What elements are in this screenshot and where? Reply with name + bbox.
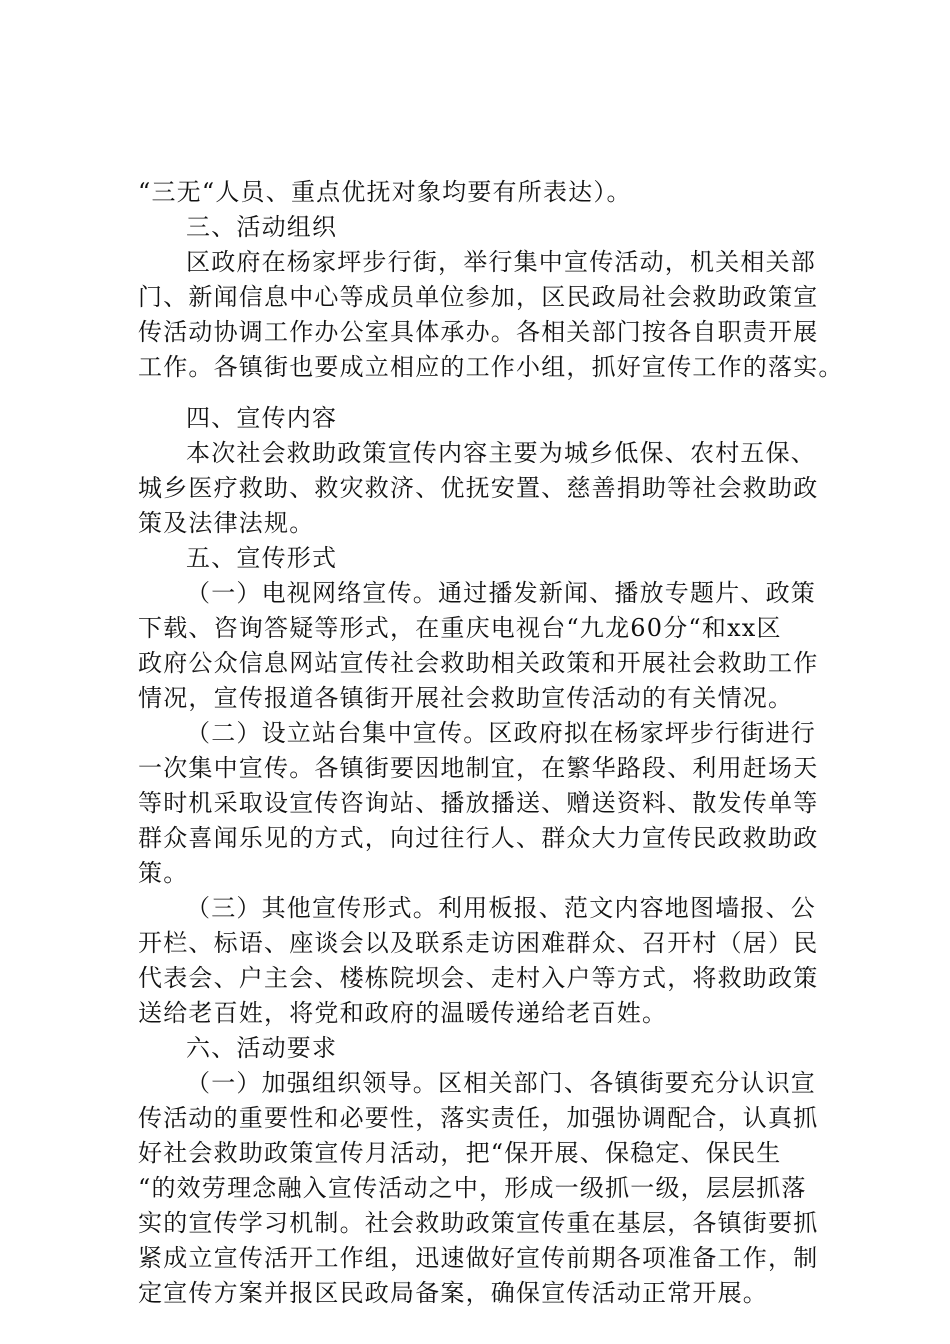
text-line: “的效劳理念融入宣传活动之中，形成一级抓一级，层层抓落 bbox=[138, 1174, 807, 1202]
text-line: 下载、咨询答疑等形式，在重庆电视台“九龙60分“和xx区 bbox=[138, 614, 782, 642]
text-line: 等时机采取设宣传咨询站、播放播送、赠送资料、散发传单等 bbox=[138, 789, 819, 817]
text-line: 一次集中宣传。各镇街要因地制宜，在繁华路段、利用赶场天 bbox=[138, 754, 819, 782]
text-line: 城乡医疗救助、救灾救济、优抚安置、慈善捐助等社会救助政 bbox=[138, 474, 819, 502]
section-heading-requirements: 六、活动要求 bbox=[186, 1034, 338, 1062]
section-heading-organization: 三、活动组织 bbox=[186, 213, 338, 241]
text-line: 策。 bbox=[138, 859, 189, 887]
text-line: 代表会、户主会、楼栋院坝会、走村入户等方式，将救助政策 bbox=[138, 964, 819, 992]
text-line: 传活动协调工作办公室具体承办。各相关部门按各自职责开展 bbox=[138, 318, 819, 346]
section-heading-forms: 五、宣传形式 bbox=[186, 544, 338, 572]
text-line: （一）加强组织领导。区相关部门、各镇街要充分认识宣 bbox=[186, 1069, 816, 1097]
text-line: 群众喜闻乐见的方式，向过往行人、群众大力宣传民政救助政 bbox=[138, 824, 819, 852]
text-line: 送给老百姓，将党和政府的温暖传递给老百姓。 bbox=[138, 999, 668, 1027]
text-line: 工作。各镇街也要成立相应的工作小组，抓好宣传工作的落实。 bbox=[138, 353, 844, 381]
section-heading-content: 四、宣传内容 bbox=[186, 404, 338, 432]
text-line: 实的宣传学习机制。社会救助政策宣传重在基层，各镇街要抓 bbox=[138, 1209, 819, 1237]
text-line: 定宣传方案并报区民政局备案，确保宣传活动正常开展。 bbox=[138, 1279, 768, 1307]
text-line: 门、新闻信息中心等成员单位参加，区民政局社会救助政策宣 bbox=[138, 283, 819, 311]
text-line: 情况，宣传报道各镇街开展社会救助宣传活动的有关情况。 bbox=[138, 684, 794, 712]
text-line: 策及法律法规。 bbox=[138, 509, 315, 537]
text-line: 政府公众信息网站宣传社会救助相关政策和开展社会救助工作 bbox=[138, 649, 819, 677]
text-line: 开栏、标语、座谈会以及联系走访困难群众、召开村（居）民 bbox=[138, 929, 819, 957]
text-line: 好社会救助政策宣传月活动，把“保开展、保稳定、保民生 bbox=[138, 1139, 782, 1167]
text-line: 紧成立宣传活开工作组，迅速做好宣传前期各项准备工作，制 bbox=[138, 1244, 819, 1272]
text-line: （二）设立站台集中宣传。区政府拟在杨家坪步行街进行 bbox=[186, 719, 816, 747]
text-line: 本次社会救助政策宣传内容主要为城乡低保、农村五保、 bbox=[186, 439, 816, 467]
text-line: 区政府在杨家坪步行街，举行集中宣传活动，机关相关部 bbox=[186, 248, 816, 276]
text-line: “三无“人员、重点优抚对象均要有所表达）。 bbox=[138, 178, 632, 206]
text-line: （一）电视网络宣传。通过播发新闻、播放专题片、政策 bbox=[186, 579, 816, 607]
text-line: （三）其他宣传形式。利用板报、范文内容地图墙报、公 bbox=[186, 894, 816, 922]
text-line: 传活动的重要性和必要性，落实责任，加强协调配合，认真抓 bbox=[138, 1104, 819, 1132]
